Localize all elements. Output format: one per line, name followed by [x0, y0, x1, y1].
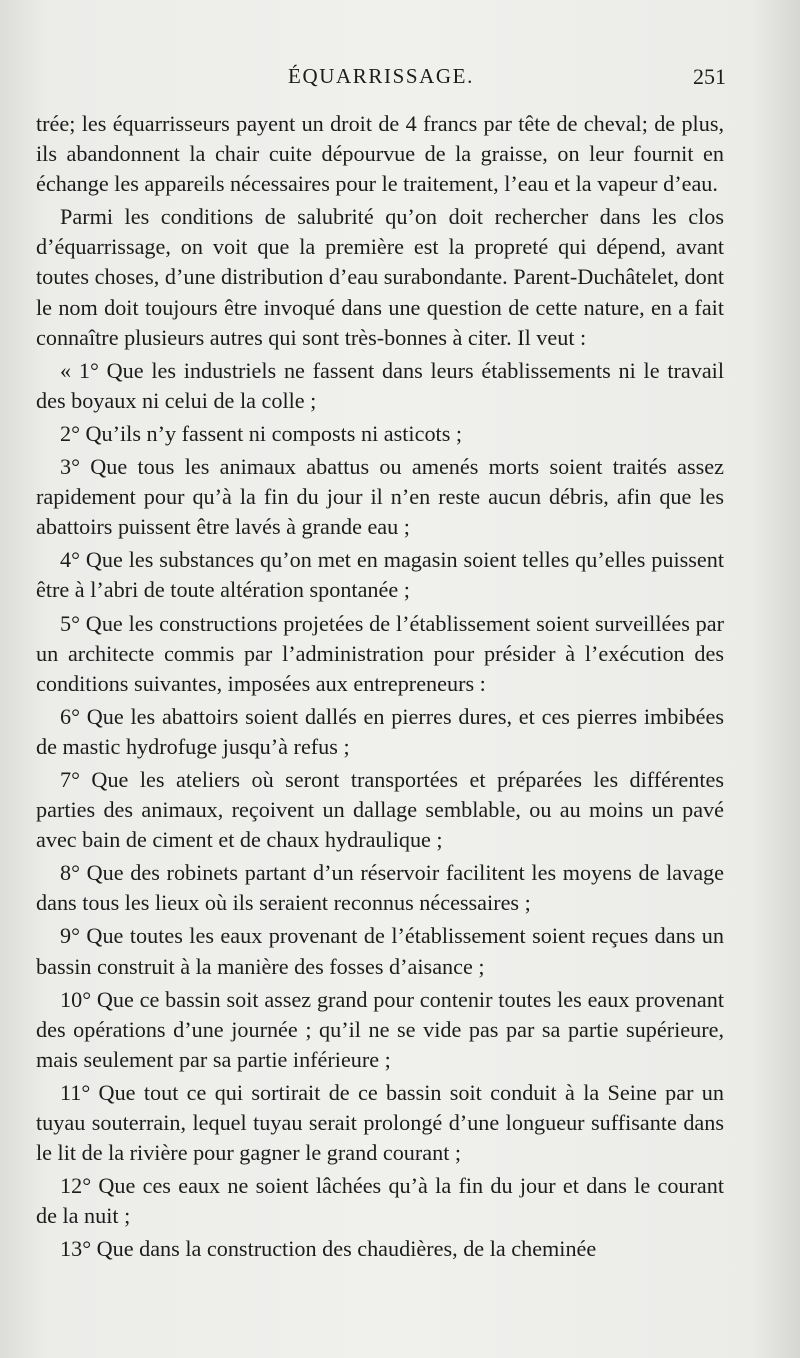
- list-item: 2° Qu’ils n’y fassent ni composts ni asticots ;: [60, 420, 463, 446]
- page-number: 251: [693, 64, 726, 89]
- list-item: 6° Que les abattoirs soient dallés en pierres dures, et ces pierres imbibées de mastic hydrofuge jusqu’à refus ;: [36, 703, 724, 759]
- paragraph: Parmi les conditions de salubrité qu’on doit rechercher dans les clos d’équarrissage, on voit que la première est la propreté qui dépend, avant toutes choses, d’une distribution d’eau surabondante. Parent-Duchâtelet, dont le nom doit toujours être invoqué dans une question de cette nature, en a fait connaître plusieurs autres qui sont très-bonnes à citer. Il veut :: [36, 204, 724, 350]
- list-item: 10° Que ce bassin soit assez grand pour contenir toutes les eaux provenant des opérations d’une journée ; qu’il ne se vide pas par sa partie supérieure, mais seulement par sa partie inférieure ;: [36, 986, 724, 1072]
- body-text: [36, 109, 724, 1264]
- list-item: « 1° Que les industriels ne fassent dans leurs établissements ni le travail des boyaux ni celui de la colle ;: [36, 357, 724, 413]
- list-item: 4° Que les substances qu’on met en magasin soient telles qu’elles puissent être à l’abri de toute altération spontanée ;: [36, 547, 724, 603]
- list-item: 9° Que toutes les eaux provenant de l’établissement soient reçues dans un bassin construit à la manière des fosses d’aisance ;: [36, 923, 724, 979]
- running-title: ÉQUARRISSAGE.: [288, 64, 474, 88]
- list-item: 7° Que les ateliers où seront transportées et préparées les différentes parties des animaux, reçoivent un dallage semblable, ou au moins un pavé avec bain de ciment et de chaux hydraulique ;: [36, 766, 724, 853]
- list-item: 8° Que des robinets partant d’un réservoir facilitent les moyens de lavage dans tous les lieux où ils seraient reconnus nécessaires ;: [36, 860, 724, 916]
- list-item: 12° Que ces eaux ne soient lâchées qu’à la fin du jour et dans le courant de la nuit ;: [36, 1173, 724, 1229]
- list-item: 3° Que tous les animaux abattus ou amenés morts soient traités assez rapidement pour qu’à la fin du jour il n’en reste aucun débris, afin que les abattoirs puissent être lavés à grande eau ;: [36, 454, 724, 540]
- list-item: 11° Que tout ce qui sortirait de ce bassin soit conduit à la Seine par un tuyau souterrain, lequel tuyau serait prolongé d’une longueur suffisante dans le lit de la rivière pour gagner le grand courant ;: [36, 1079, 724, 1166]
- page-header: [36, 64, 726, 100]
- paragraph: trée; les équarrisseurs payent un droit de 4 francs par tête de cheval; de plus, ils abandonnent la chair cuite dépourvue de la graisse, on leur fournit en échange les appareils nécessaires pour le traitement, l’eau et la vapeur d’eau.: [36, 111, 724, 197]
- list-item: 13° Que dans la construction des chaudières, de la cheminée: [60, 1236, 597, 1262]
- list-item: 5° Que les constructions projetées de l’établissement soient surveillées par un architecte commis par l’administration pour présider à l’exécution des conditions suivantes, imposées aux entrepreneurs :: [36, 610, 724, 696]
